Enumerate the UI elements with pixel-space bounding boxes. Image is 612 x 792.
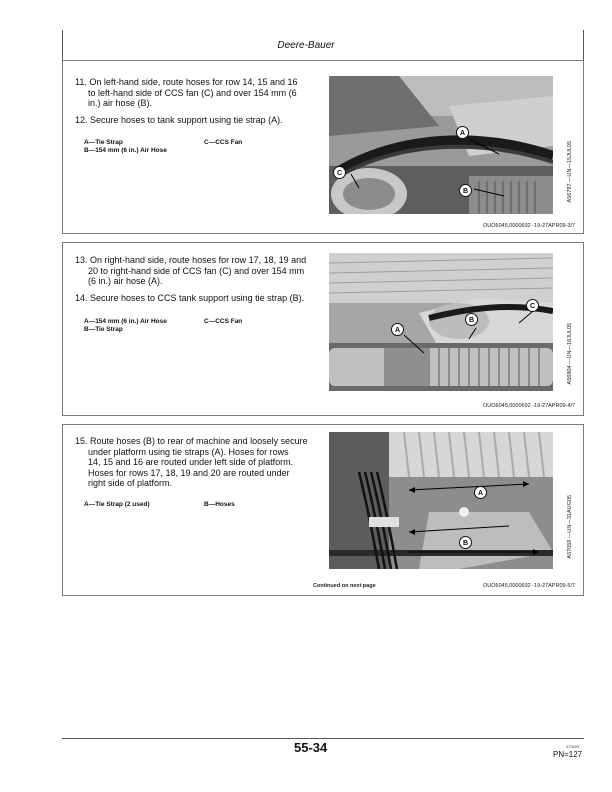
photo-platform-hose-routing	[329, 432, 553, 569]
callout-a: A	[391, 323, 404, 336]
photo-illustration	[329, 76, 553, 214]
footer-rule	[62, 738, 584, 739]
step-panel-1	[62, 60, 584, 234]
photo-illustration	[329, 253, 553, 391]
legend-item: A—154 mm (6 in.) Air Hose	[84, 318, 167, 325]
step-text: 14. Secure hoses to CCS tank support using tie strap (B).	[75, 293, 305, 303]
step-text: 13. On right-hand side, route hoses for row 17, 18, 19 and	[75, 255, 307, 265]
footer-code: 073009	[566, 744, 580, 749]
step-text: 11. On left-hand side, route hoses for row 14, 15 and 16	[75, 77, 298, 87]
legend-item: B—154 mm (6 in.) Air Hose	[84, 147, 167, 154]
step-text: 15. Route hoses (B) to rear of machine and loosely secure	[75, 436, 308, 446]
reference-code: OUO6045,0000692 -19-27APR09-5/7	[483, 583, 576, 589]
step-text: 12. Secure hoses to tank support using tie strap (A).	[75, 115, 283, 125]
reference-code: OUO6045,0000692 -19-27APR09-3/7	[483, 223, 576, 229]
reference-code: OUO6045,0000692 -19-27APR09-4/7	[483, 403, 576, 409]
legend-item: A—Tie Strap (2 used)	[84, 501, 150, 508]
step-text: 20 to right-hand side of CCS fan (C) and over 154 mm	[88, 265, 305, 276]
legend-item: A—Tie Strap	[84, 139, 123, 146]
step-panel-2	[62, 242, 584, 416]
callout-a: A	[456, 126, 469, 139]
step-text: to left-hand side of CCS fan (C) and over 154 mm (6	[88, 87, 297, 98]
figure-id: A56797 —UN—15JUL05	[567, 141, 573, 203]
page-number: 55-34	[294, 740, 328, 755]
legend-item: B—Hoses	[204, 501, 235, 508]
step-panel-3	[62, 424, 584, 596]
footer-pn: PN=127	[553, 750, 583, 759]
header-title: Deere-Bauer	[277, 40, 335, 51]
legend-item: C—CCS Fan	[204, 318, 243, 325]
legend-item: B—Tie Strap	[84, 326, 123, 333]
callout-c: C	[526, 299, 539, 312]
callout-b: B	[465, 313, 478, 326]
step-text: 14, 15 and 16 are routed under left side of platform.	[88, 457, 294, 467]
step-text: Hoses for rows 17, 18, 19 and 20 are routed under	[88, 467, 290, 478]
figure-id: A56804 —UN—18JUL05	[567, 323, 573, 385]
step-text: right side of platform.	[88, 478, 173, 488]
photo-right-hand-hose-routing	[329, 253, 553, 391]
legend-item: C—CCS Fan	[204, 139, 243, 146]
photo-left-hand-hose-routing	[329, 76, 553, 214]
continued-note: Continued on next page	[313, 583, 376, 589]
callout-a: A	[474, 486, 487, 499]
callout-b: B	[459, 536, 472, 549]
step-text: in.) air hose (B).	[88, 98, 153, 108]
step-text: (6 in.) air hose (A).	[88, 276, 163, 286]
callout-c: C	[333, 166, 346, 179]
figure-id: A57059 —UN—31AUG05	[567, 495, 573, 559]
photo-illustration	[329, 432, 553, 569]
step-text: under platform using tie straps (A). Hoses for rows	[88, 446, 289, 457]
callout-b: B	[459, 184, 472, 197]
